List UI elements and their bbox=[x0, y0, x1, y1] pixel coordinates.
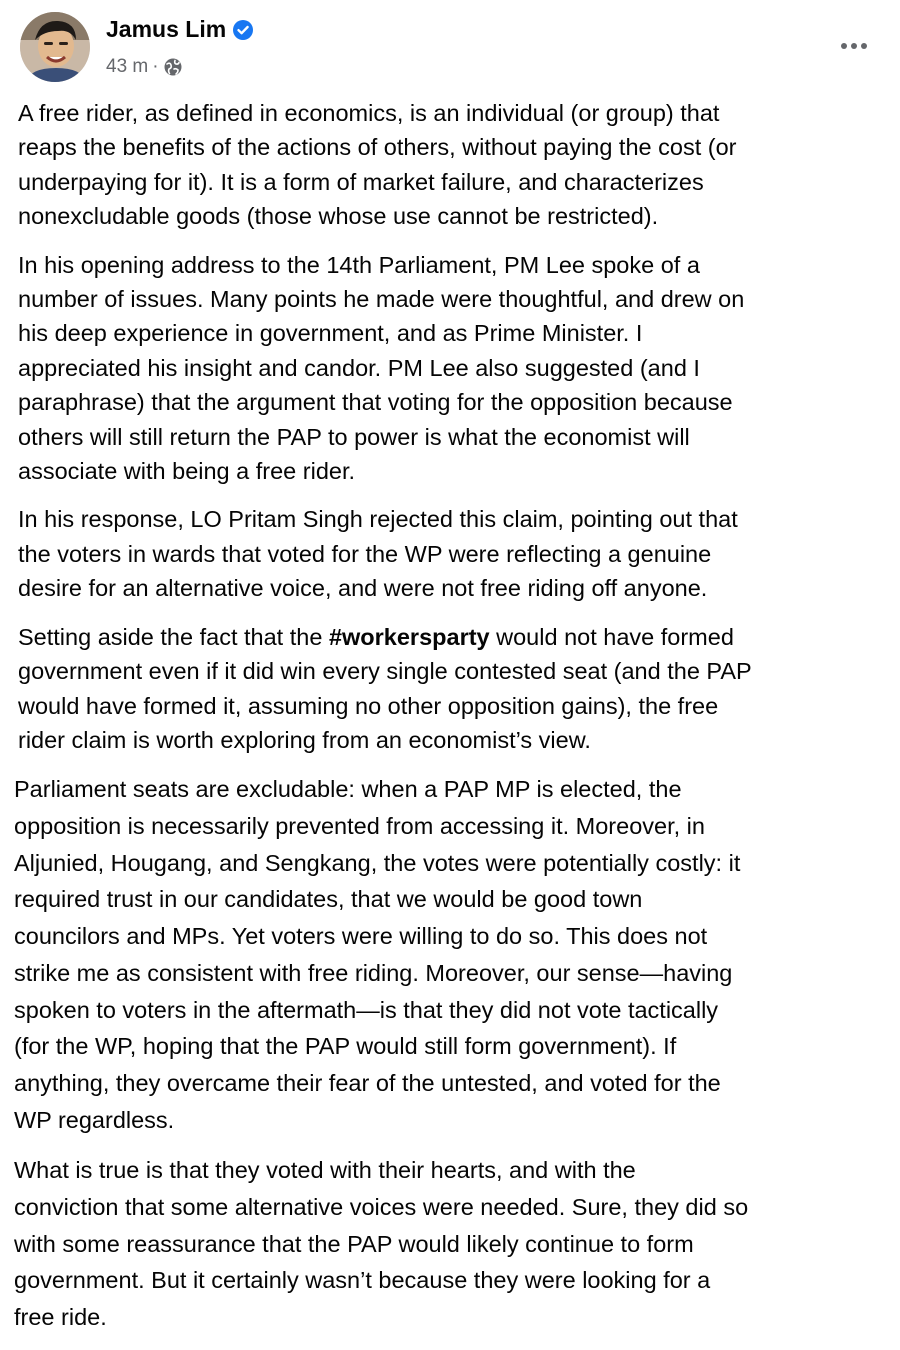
post-paragraph-2: In his opening address to the 14th Parliament, PM Lee spoke of a number of issues. Many points he made were thoughtful, and drew on his deep experience in government, and as Prime Minister. I appreciated his insight and candor. PM Lee also suggested (and I paraphrase) that the argument that voting for the opposition because others will still return the PAP to power is what the economist will associate with being a free rider. bbox=[18, 251, 745, 485]
paragraph-text: Setting aside the fact that the bbox=[18, 623, 329, 650]
post-paragraph-6: What is true is that they voted with their hearts, and with the conviction that some alternative voices were needed. Sure, they did so with some reassurance that the PAP would likely continue to form government. But it certainly wasn’t because they were looking for a free ride. bbox=[14, 1157, 749, 1331]
post-paragraph-1: A free rider, as defined in economics, is an individual (or group) that reaps the benefits of the actions of others, without paying the cost (or underpaying for it). It is a form of market failure, and characterizes nonexcludable goods (those whose use cannot be restricted). bbox=[18, 100, 737, 230]
post-timestamp[interactable]: 43 m bbox=[106, 56, 149, 77]
more-dot bbox=[851, 43, 857, 49]
author-avatar[interactable] bbox=[20, 12, 90, 82]
avatar-image bbox=[20, 12, 90, 82]
post-paragraph-4 bbox=[18, 620, 882, 758]
more-options-icon[interactable] bbox=[834, 34, 874, 58]
globe-icon[interactable] bbox=[163, 57, 183, 77]
author-name-row bbox=[106, 16, 254, 43]
meta-separator: · bbox=[152, 56, 159, 77]
more-dot bbox=[841, 43, 847, 49]
more-dot bbox=[861, 43, 867, 49]
verified-badge-icon bbox=[232, 19, 254, 41]
hashtag-link[interactable]: #workersparty bbox=[328, 623, 490, 650]
post-meta bbox=[106, 56, 183, 78]
post-paragraph-5: Parliament seats are excludable: when a PAP MP is elected, the opposition is necessarily prevented from accessing it. Moreover, in Aljunied, Hougang, and Sengkang, the votes were potentially costly: it required trust in our candidates, that we would be good town councilors and MPs. Yet voters were willing to do so. This does not strike me as consistent with free riding. Moreover, our sense—having spoken to voters in the aftermath—is that they did not vote tactically (for the WP, hoping that the PAP would still form government). If anything, they overcame their fear of the untested, and voted for the WP regardless. bbox=[14, 776, 741, 1133]
post-header bbox=[20, 12, 880, 82]
paragraph-text: would not have formed government even if it did win every single contested seat (and the PAP would have formed it, assuming no other opposition gains), the free rider claim is worth exploring from an economist’s view. bbox=[18, 623, 752, 753]
author-name[interactable]: Jamus Lim bbox=[106, 16, 227, 42]
post-paragraph-3: In his response, LO Pritam Singh rejected this claim, pointing out that the voters in wards that voted for the WP were reflecting a genuine desire for an alternative voice, and were not free riding off anyone. bbox=[18, 506, 738, 602]
post-body bbox=[14, 96, 882, 1350]
